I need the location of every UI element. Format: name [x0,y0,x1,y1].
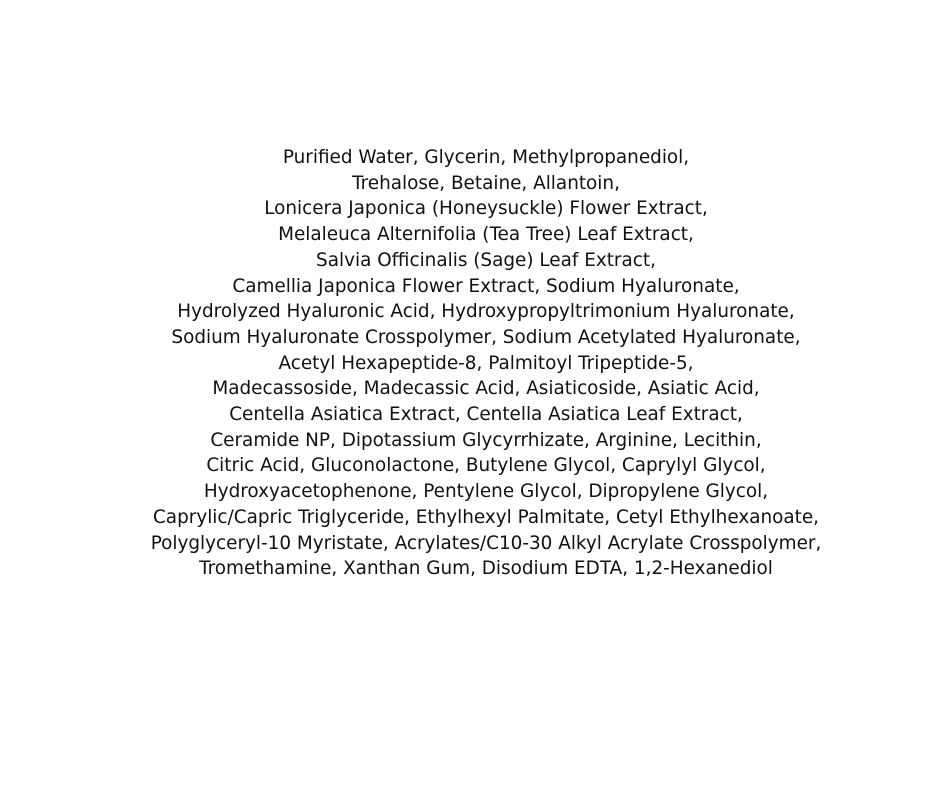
ingredients-list [0,145,940,582]
ingredients-line-6: Camellia Japonica Flower Extract, Sodium Hyaluronate, [232,275,740,297]
ingredients-line-1: Purified Water, Glycerin, Methylpropanediol, [282,147,690,168]
ingredients-line-2: Trehalose, Betaine, Allantoin, [352,172,620,194]
ingredients-line-17: Tromethamine, Xanthan Gum, Disodium EDTA, 1,2-Hexanediol [199,558,773,580]
ingredients-line-5: Salvia Officinalis (Sage) Leaf Extract, [316,249,656,271]
ingredients-line-9: Acetyl Hexapeptide-8, Palmitoyl Tripeptide-5, [278,352,694,374]
ingredients-line-14: Hydroxyacetophenone, Pentylene Glycol, Dipropylene Glycol, [203,481,769,503]
ingredients-line-7: Hydrolyzed Hyaluronic Acid, Hydroxypropyltrimonium Hyaluronate, [177,301,795,323]
ingredients-line-3: Lonicera Japonica (Honeysuckle) Flower Extract, [264,198,708,220]
ingredients-line-8: Sodium Hyaluronate Crosspolymer, Sodium Acetylated Hyaluronate, [171,326,801,348]
ingredients-line-16: Polyglyceryl-10 Myristate, Acrylates/C10-30 Alkyl Acrylate Crosspolymer, [150,532,822,554]
ingredients-line-12: Ceramide NP, Dipotassium Glycyrrhizate, Arginine, Lecithin, [210,429,762,451]
ingredients-line-15: Caprylic/Capric Triglyceride, Ethylhexyl Palmitate, Cetyl Ethylhexanoate, [152,506,820,528]
ingredients-line-10: Madecassoside, Madecassic Acid, Asiaticoside, Asiatic Acid, [212,378,760,400]
ingredients-line-11: Centella Asiatica Extract, Centella Asiatica Leaf Extract, [229,404,743,426]
ingredients-line-4: Melaleuca Alternifolia (Tea Tree) Leaf Extract, [278,224,694,246]
ingredients-line-13: Citric Acid, Gluconolactone, Butylene Glycol, Caprylyl Glycol, [206,455,766,477]
